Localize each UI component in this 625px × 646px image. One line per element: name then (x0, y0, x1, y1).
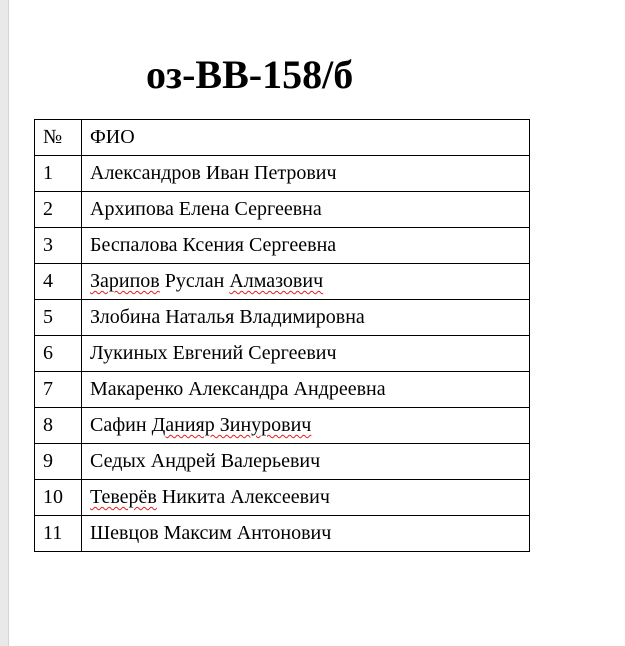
row-number-cell: 9 (35, 444, 82, 480)
row-number-cell: 5 (35, 300, 82, 336)
misspelled-word: Алмазович (229, 270, 324, 292)
student-table (34, 119, 530, 552)
table-row (35, 444, 530, 480)
table-row (35, 336, 530, 372)
table-row (35, 408, 530, 444)
column-header-number: № (35, 120, 82, 156)
row-number-cell: 3 (35, 228, 82, 264)
misspelled-word: Данияр Зинурович (151, 414, 312, 436)
name-text: Макаренко Александра Андреевна (90, 378, 386, 400)
name-text: Злобина Наталья Владимировна (90, 306, 365, 328)
table-row (35, 264, 530, 300)
name-text: Седых Андрей Валерьевич (90, 450, 321, 472)
misspelled-word: Теверёв (90, 486, 157, 508)
page-title: оз-ВВ-158/б (146, 52, 354, 97)
name-text: Беспалова Ксения Сергеевна (90, 234, 337, 256)
column-header-name: ФИО (82, 120, 530, 156)
row-number-cell: 1 (35, 156, 82, 192)
misspelled-word: Зарипов (90, 270, 160, 292)
full-name-cell (82, 192, 530, 228)
full-name-cell (82, 444, 530, 480)
full-name-cell (82, 300, 530, 336)
name-text: Сафин (90, 414, 152, 436)
name-text: Лукиных Евгений Сергеевич (90, 342, 337, 364)
name-text: Шевцов Максим Антонович (90, 522, 332, 544)
name-text: Никита Алексеевич (156, 486, 330, 508)
full-name-cell (82, 516, 530, 552)
table-row (35, 228, 530, 264)
row-number-cell: 2 (35, 192, 82, 228)
table-header-row (35, 120, 530, 156)
row-number-cell: 4 (35, 264, 82, 300)
full-name-cell (82, 264, 530, 300)
table-row (35, 516, 530, 552)
full-name-cell (82, 228, 530, 264)
full-name-cell (82, 408, 530, 444)
row-number-cell: 8 (35, 408, 82, 444)
table-body (35, 156, 530, 552)
row-number-cell: 7 (35, 372, 82, 408)
row-number-cell: 11 (35, 516, 82, 552)
window-left-edge (0, 0, 9, 646)
row-number-cell: 6 (35, 336, 82, 372)
table-row (35, 372, 530, 408)
table-row (35, 192, 530, 228)
full-name-cell (82, 336, 530, 372)
row-number-cell: 10 (35, 480, 82, 516)
table-row (35, 480, 530, 516)
name-text: Руслан (159, 270, 230, 292)
full-name-cell (82, 372, 530, 408)
table-row (35, 156, 530, 192)
full-name-cell (82, 480, 530, 516)
full-name-cell (82, 156, 530, 192)
table-row (35, 300, 530, 336)
name-text: Александров Иван Петрович (90, 162, 337, 184)
name-text: Архипова Елена Сергеевна (90, 198, 322, 220)
